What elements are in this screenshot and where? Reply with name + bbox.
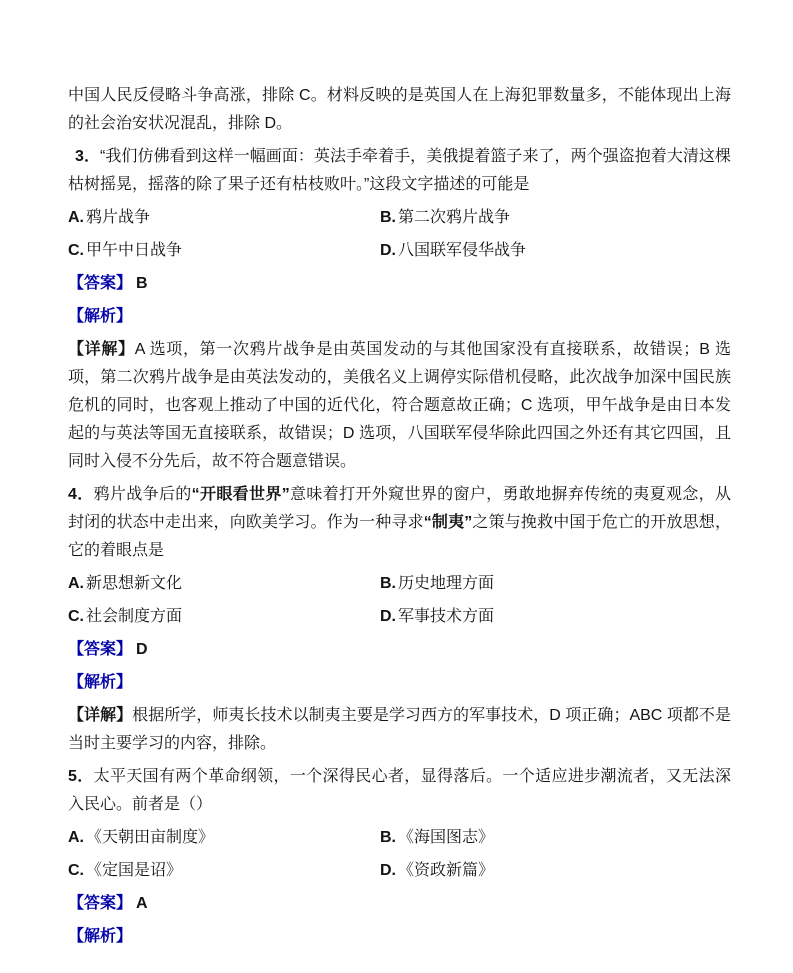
question-3-analysis-label: 【解析】 (68, 308, 133, 325)
question-5-option-c (68, 857, 380, 885)
question-4-quoted-phrase-2: “制夷” (423, 514, 473, 531)
question-3-options-row-2 (68, 237, 731, 265)
question-3-option-d-label: D. (380, 242, 396, 259)
question-5-option-c-label: C. (68, 862, 84, 879)
question-3-stem (68, 143, 731, 199)
question-5-answer-letter: A (136, 895, 148, 912)
question-3-option-d-text: 八国联军侵华战争 (398, 242, 527, 259)
question-5-option-b-text: 《海国图志》 (398, 829, 495, 846)
question-4-option-b (380, 570, 731, 598)
question-3-detail-label: 【详解】 (68, 341, 135, 358)
question-3-option-b-label: B. (380, 209, 396, 226)
question-4-answer-line (68, 636, 731, 664)
question-5-option-b-label: B. (380, 829, 396, 846)
question-4-options-row-1 (68, 570, 731, 598)
question-3-number: 3． (75, 148, 100, 165)
question-4-answer-letter: D (136, 641, 148, 658)
question-4-option-b-label: B. (380, 575, 396, 592)
question-3-answer-line (68, 270, 731, 298)
question-5-analysis-line (68, 923, 731, 951)
question-4-detail-label: 【详解】 (68, 707, 133, 724)
question-4-option-a (68, 570, 380, 598)
question-5-option-d (380, 857, 731, 885)
question-4-stem (68, 481, 731, 565)
question-5-analysis-label: 【解析】 (68, 928, 133, 945)
question-4-option-c-text: 社会制度方面 (86, 608, 183, 625)
question-4-number: 4． (68, 486, 94, 503)
question-3-answer-letter: B (136, 275, 148, 292)
question-5-option-c-text: 《定国是诏》 (86, 862, 183, 879)
question-4-options-row-2 (68, 603, 731, 631)
question-4-option-c (68, 603, 380, 631)
question-3-option-a-text: 鸦片战争 (86, 209, 151, 226)
question-5-option-d-text: 《资政新篇》 (398, 862, 495, 879)
question-4-analysis-label: 【解析】 (68, 674, 133, 691)
question-3-analysis-line (68, 303, 731, 331)
question-3-text: “我们仿佛看到这样一幅画面：英法手牵着手，美俄提着篮子来了，两个强盗抱着大清这棵枯树摇晃，摇落的除了果子还有枯枝败叶。”这段文字描述的可能是 (68, 148, 731, 193)
question-4-option-c-label: C. (68, 608, 84, 625)
question-4-quoted-phrase-1: “开眼看世界” (191, 486, 290, 503)
question-4-option-b-text: 历史地理方面 (398, 575, 495, 592)
question-4-text-part-3: 之策与挽救中国于危亡的开放思想，它的着眼点是 (68, 514, 731, 559)
question-3-detail-text: A 选项，第一次鸦片战争是由英国发动的与其他国家没有直接联系，故错误；B 选项，第二次鸦片战争是由英法发动的，美俄名义上调停实际借机侵略，此次战争加深中国民族危机的同时，也客观上推动了中国的近代化，符合题意故正确；C 选项，甲午战争是由日本发起的与英法等国无直接联系，故错误；D 选项，八国联军侵华除此四国之外还有其它四国，且同时入侵不分先后，故不符合题意错误。 (68, 341, 731, 470)
question-4-option-a-label: A. (68, 575, 84, 592)
question-5-option-a (68, 824, 380, 852)
question-5-number: 5． (68, 768, 94, 785)
question-5-answer-label: 【答案】 (68, 895, 133, 912)
question-3-option-c-text: 甲午中日战争 (86, 242, 183, 259)
question-5-option-b (380, 824, 731, 852)
question-4-analysis-line (68, 669, 731, 697)
question-4-detail-text: 根据所学，师夷长技术以制夷主要是学习西方的军事技术，D 项正确；ABC 项都不是当时主要学习的内容，排除。 (68, 707, 731, 752)
question-5-options-row-1 (68, 824, 731, 852)
question-5-option-a-text: 《天朝田亩制度》 (86, 829, 215, 846)
question-3-option-b-text: 第二次鸦片战争 (398, 209, 511, 226)
question-3-option-c (68, 237, 380, 265)
question-3-option-a-label: A. (68, 209, 84, 226)
question-5-options-row-2 (68, 857, 731, 885)
question-5-option-a-label: A. (68, 829, 84, 846)
question-4-option-d-text: 军事技术方面 (398, 608, 495, 625)
question-4-text-part-1: 鸦片战争后的 (93, 486, 192, 503)
question-3-option-c-label: C. (68, 242, 84, 259)
question-5-answer-line (68, 890, 731, 918)
question-5-text: 太平天国有两个革命纲领，一个深得民心者，显得落后。一个适应进步潮流者，又无法深入民心。前者是（） (68, 768, 731, 813)
question-3-option-b (380, 204, 731, 232)
question-4-detail (68, 702, 731, 758)
question-3-option-d (380, 237, 731, 265)
question-3-detail (68, 336, 731, 476)
question-4-option-a-text: 新思想新文化 (86, 575, 183, 592)
question-5-stem (68, 763, 731, 819)
question-5-option-d-label: D. (380, 862, 396, 879)
question-3-option-a (68, 204, 380, 232)
question-4-option-d-label: D. (380, 608, 396, 625)
question-4-option-d (380, 603, 731, 631)
question-3-answer-label: 【答案】 (68, 275, 133, 292)
question-4-answer-label: 【答案】 (68, 641, 133, 658)
question-4-text-part-2: 意味着打开外窥世界的窗户，勇敢地摒弃传统的夷夏观念，从封闭的状态中走出来，向欧美学习。作为一种寻求 (68, 486, 731, 531)
previous-analysis-continuation: 中国人民反侵略斗争高涨，排除 C。材料反映的是英国人在上海犯罪数量多，不能体现出上海的社会治安状况混乱，排除 D。 (68, 87, 731, 132)
question-3-options-row-1 (68, 204, 731, 232)
